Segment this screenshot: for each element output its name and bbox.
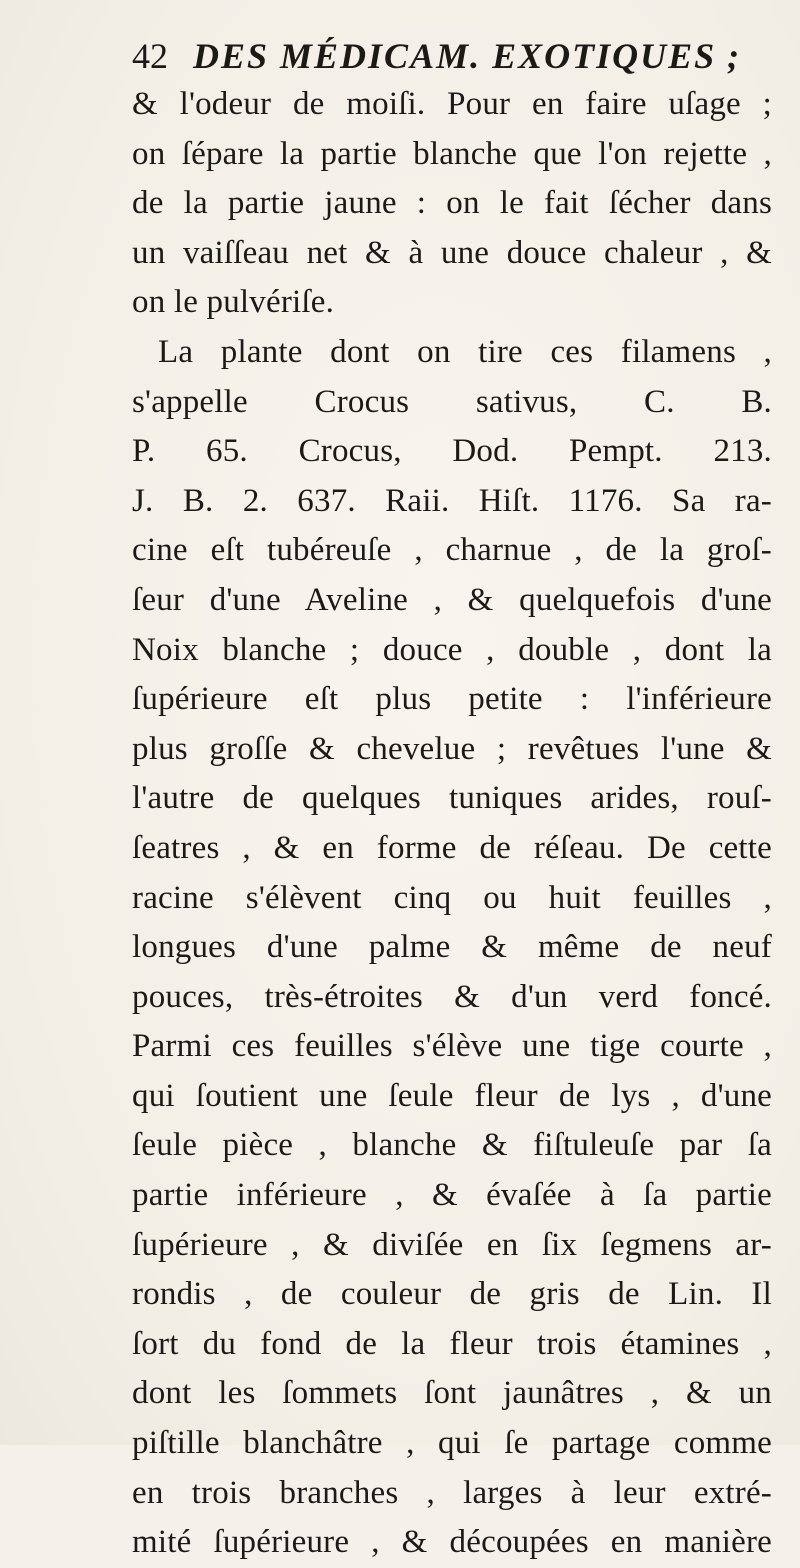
text-line-14: plus groſſe & chevelue ; revêtues l'une &: [132, 730, 772, 767]
text-line-28: piſtille blanchâtre , qui ſe partage comme: [132, 1425, 772, 1462]
page-number: 42: [132, 36, 168, 76]
text-line-30: mité ſupérieure , & découpées en manière: [132, 1524, 772, 1561]
text-line-12: Noix blanche ; douce , double , dont la: [132, 631, 772, 668]
running-header: [132, 30, 772, 82]
text-line-19: pouces, très-étroites & d'un verd foncé.: [132, 978, 772, 1015]
text-line-26: ſort du fond de la fleur trois étamines ,: [132, 1325, 772, 1362]
text-line-1: & l'odeur de moiſi. Pour en faire uſage ;: [132, 86, 772, 122]
text-line-17: racine s'élèvent cinq ou huit feuilles ,: [132, 879, 772, 916]
running-title: DES MÉDICAM. EXOTIQUES ;: [193, 36, 742, 76]
text-line-29: en trois branches , larges à leur extré-: [132, 1474, 772, 1511]
text-line-13: ſupérieure eſt plus petite : l'inférieure: [132, 681, 772, 718]
text-line-16: ſeatres , & en forme de réſeau. De cette: [132, 829, 772, 866]
text-line-15: l'autre de quelques tuniques arides, rouſ-: [132, 780, 772, 817]
text-line-6: La plante dont on tire ces filamens ,: [158, 333, 772, 370]
text-line-10: cine eſt tubéreuſe , charnue , de la groſ-: [132, 532, 772, 569]
text-line-25: rondis , de couleur de gris de Lin. Il: [132, 1276, 772, 1313]
text-line-18: longues d'une palme & même de neuf: [132, 929, 772, 966]
text-line-11: ſeur d'une Aveline , & quelquefois d'une: [132, 581, 772, 618]
text-line-9: J. B. 2. 637. Raii. Hiſt. 1176. Sa ra-: [132, 482, 772, 519]
text-line-20: Parmi ces feuilles s'élève une tige courte ,: [132, 1028, 772, 1065]
body-text: [132, 80, 772, 1568]
text-line-21: qui ſoutient une ſeule fleur de lys , d'une: [132, 1077, 772, 1114]
text-line-2: on ſépare la partie blanche que l'on rejette ,: [132, 135, 772, 172]
text-line-5: on le pulvériſe.: [132, 284, 335, 321]
text-line-8: P. 65. Crocus, Dod. Pempt. 213.: [132, 433, 772, 470]
text-line-23: partie inférieure , & évaſée à ſa partie: [132, 1177, 772, 1214]
text-line-27: dont les ſommets ſont jaunâtres , & un: [132, 1375, 772, 1412]
text-line-3: de la partie jaune : on le fait ſécher dans: [132, 185, 772, 222]
text-line-7: s'appelle Crocus sativus, C. B.: [132, 383, 772, 420]
text-line-22: ſeule pièce , blanche & fiſtuleuſe par ſa: [132, 1127, 772, 1164]
text-line-4: un vaiſſeau net & à une douce chaleur , &: [132, 234, 772, 271]
text-line-24: ſupérieure , & diviſée en ſix ſegmens ar-: [132, 1226, 772, 1263]
